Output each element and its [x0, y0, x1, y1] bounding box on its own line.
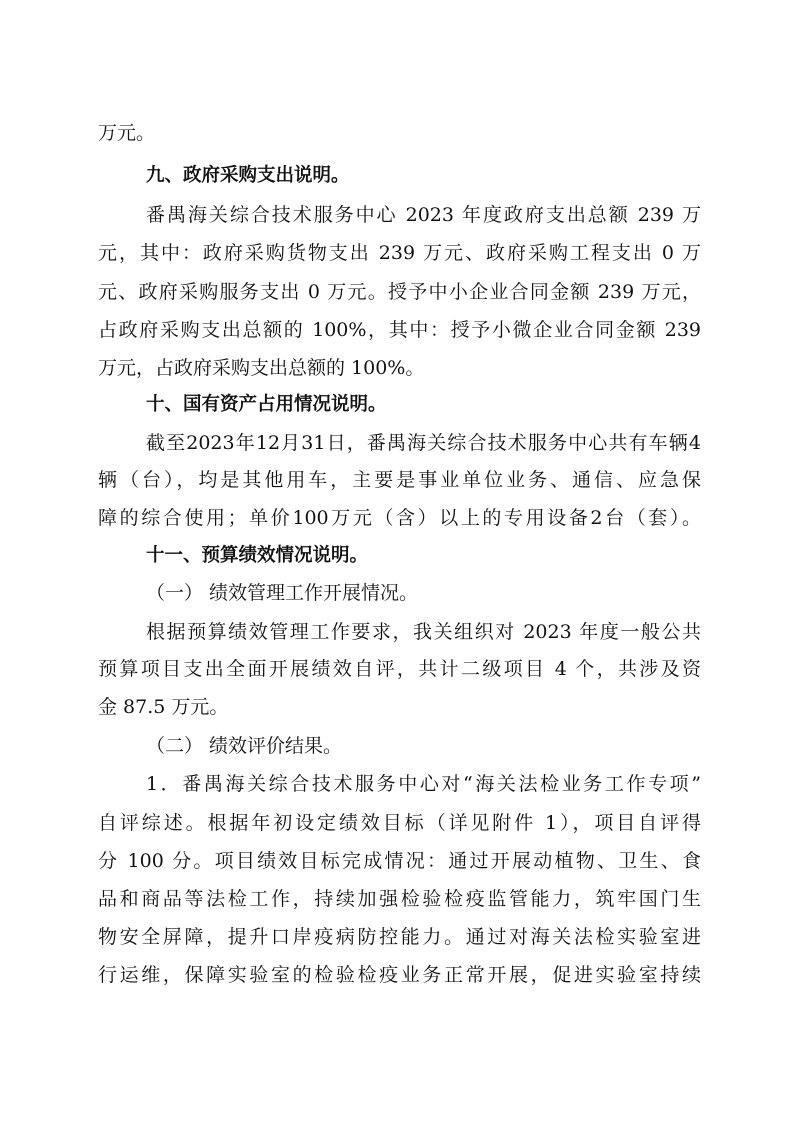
- paragraph-line: 元、政府采购服务支出 0 万元。授予中小企业合同金额 239 万元，: [98, 281, 701, 303]
- section-heading-11: 十一、预算绩效情况说明。: [146, 545, 369, 566]
- paragraph-line: 占政府采购支出总额的 100%，其中：授予小微企业合同金额 239: [98, 319, 701, 341]
- paragraph-line: 根据预算绩效管理工作要求，我关组织对 2023 年度一般公共: [146, 621, 701, 643]
- paragraph-line: 物安全屏障，提升口岸疫病防控能力。通过对海关法检实验室进: [98, 926, 701, 948]
- paragraph-line: 番禺海关综合技术服务中心 2023 年度政府支出总额 239 万: [146, 204, 701, 226]
- paragraph-line: 品和商品等法检工作，持续加强检验检疫监管能力，筑牢国门生: [98, 888, 701, 910]
- paragraph-line: 万元，占政府采购支出总额的 100%。: [98, 357, 425, 379]
- paragraph-line: 截至2023年12月31日，番禺海关综合技术服务中心共有车辆4: [146, 432, 701, 454]
- section-heading-10: 十、国有资产占用情况说明。: [146, 394, 387, 415]
- paragraph-line: 辆（台），均是其他用车，主要是事业单位业务、通信、应急保: [98, 469, 701, 491]
- text-line: 万元。: [98, 122, 156, 144]
- subsection-heading-1: （一） 绩效管理工作开展情况。: [146, 582, 419, 604]
- paragraph-line: 分 100 分。项目绩效目标完成情况：通过开展动植物、卫生、食: [98, 850, 701, 872]
- paragraph-line: 1．番禺海关综合技术服务中心对“海关法检业务工作专项”: [146, 773, 701, 795]
- paragraph-line: 元，其中：政府采购货物支出 239 万元、政府采购工程支出 0 万: [98, 242, 701, 264]
- paragraph-line: 预算项目支出全面开展绩效自评，共计二级项目 4 个，共涉及资: [98, 658, 701, 680]
- subsection-heading-2: （二） 绩效评价结果。: [146, 735, 343, 757]
- paragraph-line: 行运维，保障实验室的检验检疫业务正常开展，促进实验室持续: [98, 964, 701, 986]
- section-heading-9: 九、政府采购支出说明。: [146, 165, 350, 186]
- paragraph-line: 自评综述。根据年初设定绩效目标（详见附件 1），项目自评得: [98, 812, 701, 834]
- paragraph-line: 金 87.5 万元。: [98, 696, 229, 718]
- paragraph-line: 障的综合使用；单价100万元（含）以上的专用设备2台（套）。: [98, 507, 701, 529]
